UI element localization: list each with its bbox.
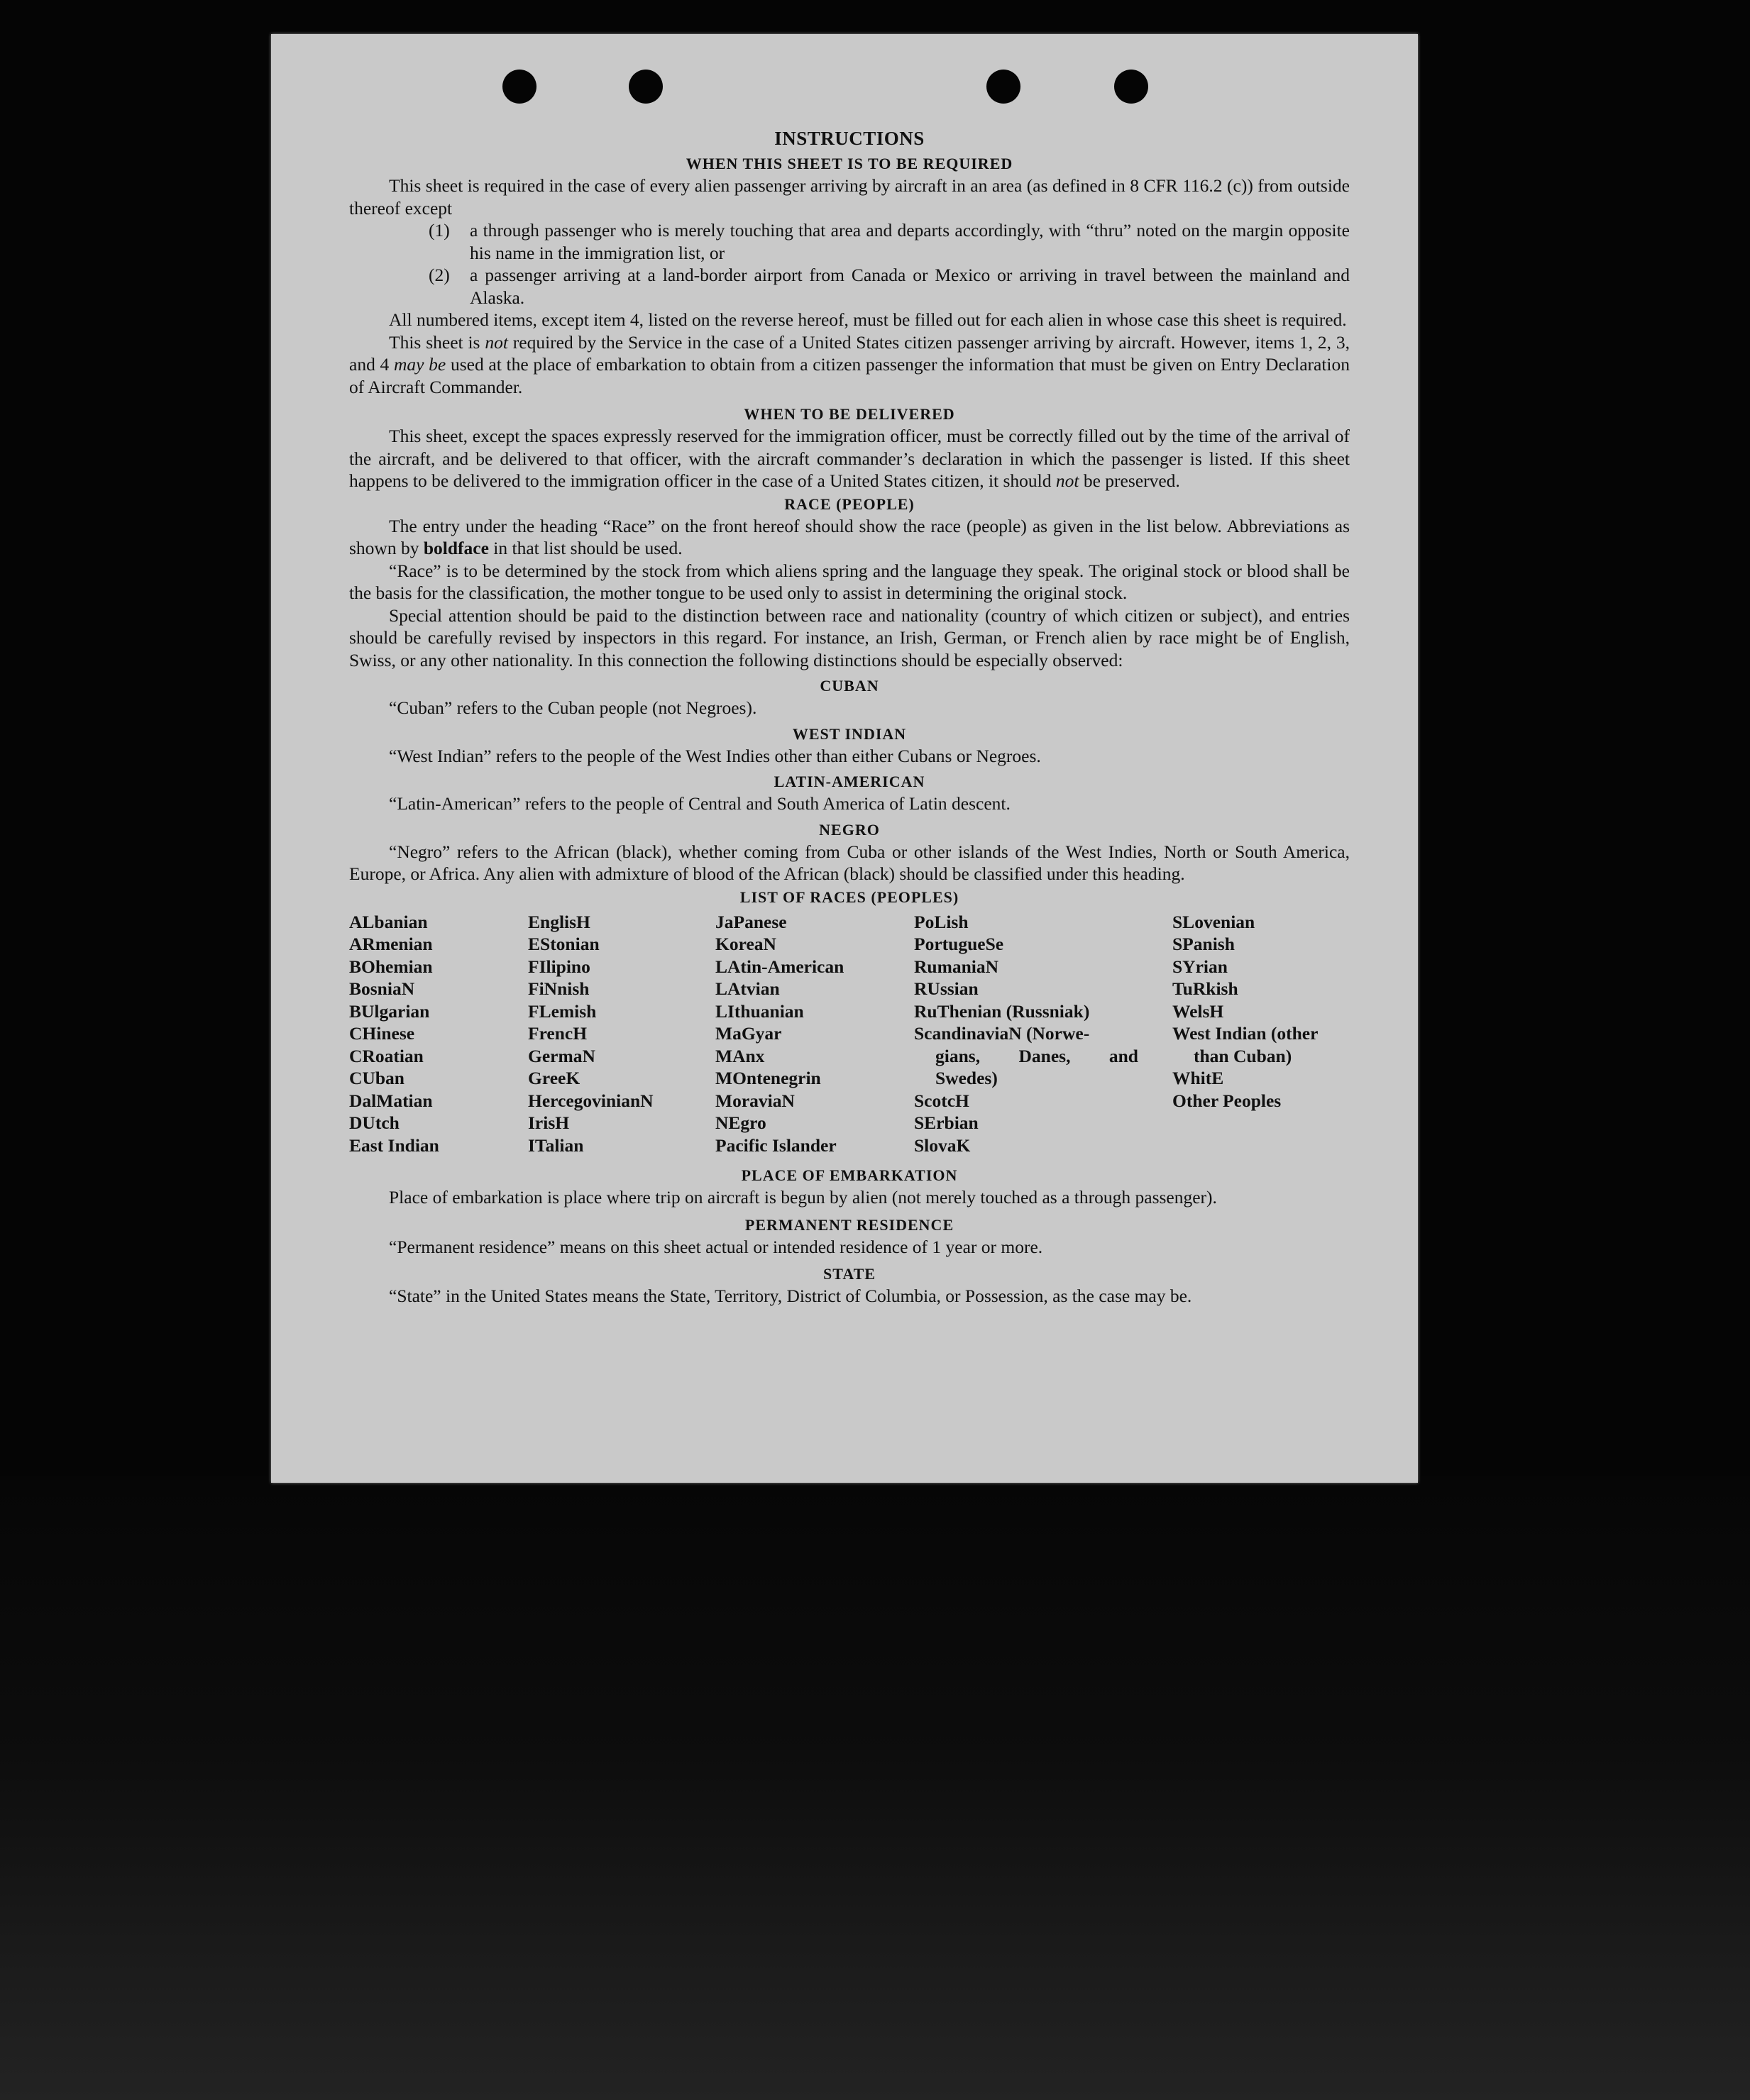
list-item: CRoatian	[349, 1045, 424, 1066]
list-item: MoraviaN	[715, 1090, 795, 1111]
list-item: MOntenegrin	[715, 1068, 821, 1088]
list-item: ITalian	[528, 1134, 584, 1156]
section-heading-latin-american: LATIN-AMERICAN	[774, 773, 925, 790]
item-number: (1)	[429, 220, 450, 241]
section-heading-state: STATE	[823, 1265, 876, 1283]
list-item: SYrian	[1172, 956, 1228, 977]
list-item: West Indian (other	[1172, 1023, 1319, 1044]
list-item: ARmenian	[349, 934, 433, 954]
list-item: ScotcH	[914, 1090, 969, 1111]
list-item: PoLish	[914, 911, 969, 932]
race-paragraph-2: “Race” is to be determined by the stock from which aliens spring and the language they speak. The original stock or blood shall be the basis for the classification, the mother tongue to be used only to assist in determining the original stock.	[349, 560, 1350, 603]
race-paragraph-3: Special attention should be paid to the distinction between race and nationality (country of which citizen or subject), and entries should be carefully revised by inspectors in this regard. For instance, an Irish, German, or French alien by race might be of English, Swiss, or any other nationality. In this connection the following distinctions should be especially observed:	[349, 604, 1350, 670]
list-item: JaPanese	[715, 911, 787, 932]
section-heading-delivered: WHEN TO BE DELIVERED	[744, 405, 955, 423]
list-item: LAtin-American	[715, 956, 844, 977]
list-item-continued: than Cuban)	[1194, 1045, 1292, 1066]
list-item: CHinese	[349, 1023, 415, 1044]
residence-text: “Permanent residence” means on this sheet actual or intended residence of 1 year or more.	[389, 1236, 1043, 1257]
list-item: RumaniaN	[914, 956, 999, 977]
list-item: FrencH	[528, 1023, 588, 1044]
list-item: BosniaN	[349, 978, 415, 999]
exception-item-2	[429, 264, 1350, 309]
required-paragraph-3: This sheet is not required by the Service in the case of a United States citizen passenger arriving by aircraft. However, items 1, 2, 3, and 4 may be used at the place of embarkation to obtain from a citizen passenger the information that must be given on Entry Declaration of Aircraft Commander.	[349, 331, 1350, 397]
cuban-text: “Cuban” refers to the Cuban people (not Negroes).	[389, 697, 757, 718]
list-item: EStonian	[528, 934, 600, 954]
section-heading-list-of-races: LIST OF RACES (PEOPLES)	[739, 888, 959, 906]
races-column-4	[914, 911, 1172, 1157]
list-item: BUlgarian	[349, 1000, 430, 1022]
punch-hole	[986, 70, 1020, 104]
list-item: IrisH	[528, 1112, 570, 1133]
section-heading-west-indian: WEST INDIAN	[792, 724, 907, 743]
item-text: a passenger arriving at a land-border airport from Canada or Mexico or arriving in travel between the mainland and Alaska.	[470, 265, 1350, 308]
section-heading-required: WHEN THIS SHEET IS TO BE REQUIRED	[686, 155, 1013, 172]
list-item: LAtvian	[715, 978, 780, 999]
punch-hole	[1114, 70, 1148, 104]
list-item: HercegovinianN	[528, 1090, 654, 1111]
races-list	[349, 911, 1350, 1157]
list-item: KoreaN	[715, 934, 776, 954]
race-paragraph-1: The entry under the heading “Race” on the front hereof should show the race (people) as given in the list below. Abbreviations as shown by boldface in that list should be used.	[349, 515, 1350, 558]
list-item: WhitE	[1172, 1068, 1224, 1088]
list-item: MAnx	[715, 1045, 765, 1066]
section-heading-cuban: CUBAN	[820, 677, 879, 695]
section-heading-negro: NEGRO	[819, 820, 880, 839]
item-text: a through passenger who is merely touching that area and departs accordingly, with “thru” noted on the margin opposite his name in the immigration list, or	[470, 220, 1350, 263]
list-item: RuThenian (Russniak)	[914, 1000, 1090, 1022]
embarkation-text: Place of embarkation is place where trip on aircraft is begun by alien (not merely touched as a through passenger).	[389, 1187, 1217, 1208]
list-item: TuRkish	[1172, 978, 1238, 999]
list-item: MaGyar	[715, 1023, 782, 1044]
list-item: ScandinaviaN (Norwe-	[914, 1023, 1090, 1044]
west-indian-text: “West Indian” refers to the people of the West Indies other than either Cubans or Negroes.	[389, 745, 1041, 766]
list-item: NEgro	[715, 1112, 766, 1133]
list-item: PortugueSe	[914, 934, 1004, 954]
exception-item-1	[429, 219, 1350, 264]
list-item: SErbian	[914, 1112, 979, 1133]
list-item: SlovaK	[914, 1134, 971, 1156]
list-item: GermaN	[528, 1045, 595, 1066]
list-item-continued: gians, Danes, and	[935, 1045, 1138, 1066]
delivered-paragraph: This sheet, except the spaces expressly reserved for the immigration officer, must be correctly filled out by the time of the arrival of the aircraft, and be delivered to that officer, with the aircraft commander’s declaration in which the passenger is listed. If this sheet happens to be delivered to the immigration officer in the case of a United States citizen, it should not be preserved.	[349, 426, 1350, 491]
list-item: FiNnish	[528, 978, 590, 999]
list-item: EnglisH	[528, 911, 590, 932]
section-heading-race: RACE (PEOPLE)	[784, 494, 915, 513]
latin-american-text: “Latin-American” refers to the people of Central and South America of Latin descent.	[389, 793, 1011, 814]
list-item: SPanish	[1172, 934, 1235, 954]
item-number: (2)	[429, 265, 450, 285]
punch-hole	[502, 70, 536, 104]
required-paragraph-2: All numbered items, except item 4, listed on the reverse hereof, must be filled out for each alien in whose case this sheet is required.	[389, 309, 1347, 330]
punch-hole	[629, 70, 663, 104]
list-item: DUtch	[349, 1112, 400, 1133]
list-item: LIthuanian	[715, 1000, 804, 1022]
races-column-1	[349, 911, 528, 1157]
page-title: INSTRUCTIONS	[774, 128, 925, 149]
list-item: Other Peoples	[1172, 1090, 1282, 1111]
list-item: FIlipino	[528, 956, 590, 977]
state-text: “State” in the United States means the State, Territory, District of Columbia, or Possession, as the case may be.	[389, 1286, 1192, 1306]
list-item: GreeK	[528, 1068, 580, 1088]
list-item: RUssian	[914, 978, 979, 999]
section-heading-embarkation: PLACE OF EMBARKATION	[741, 1166, 958, 1184]
races-column-2	[528, 911, 715, 1157]
required-paragraph-1: This sheet is required in the case of every alien passenger arriving by aircraft in an area (as defined in 8 CFR 116.2 (c)) from outside thereof except	[349, 175, 1350, 219]
races-column-3	[715, 911, 914, 1157]
list-item: CUban	[349, 1068, 405, 1088]
races-column-5	[1172, 911, 1358, 1157]
list-item: ALbanian	[349, 911, 428, 932]
section-heading-residence: PERMANENT RESIDENCE	[744, 1215, 954, 1234]
list-item: BOhemian	[349, 956, 433, 977]
list-item: East Indian	[349, 1134, 439, 1156]
list-item-continued: Swedes)	[935, 1068, 998, 1088]
list-item: DalMatian	[349, 1090, 433, 1111]
negro-text: “Negro” refers to the African (black), whether coming from Cuba or other islands of the West Indies, North or South America, Europe, or Africa. Any alien with admixture of blood of the African (black) should be classified under this heading.	[349, 841, 1350, 884]
document-sheet	[271, 34, 1418, 1483]
background-shadow	[0, 1476, 1750, 2100]
list-item: SLovenian	[1172, 911, 1255, 932]
list-item: WelsH	[1172, 1000, 1224, 1022]
list-item: FLemish	[528, 1000, 597, 1022]
list-item: Pacific Islander	[715, 1134, 837, 1156]
